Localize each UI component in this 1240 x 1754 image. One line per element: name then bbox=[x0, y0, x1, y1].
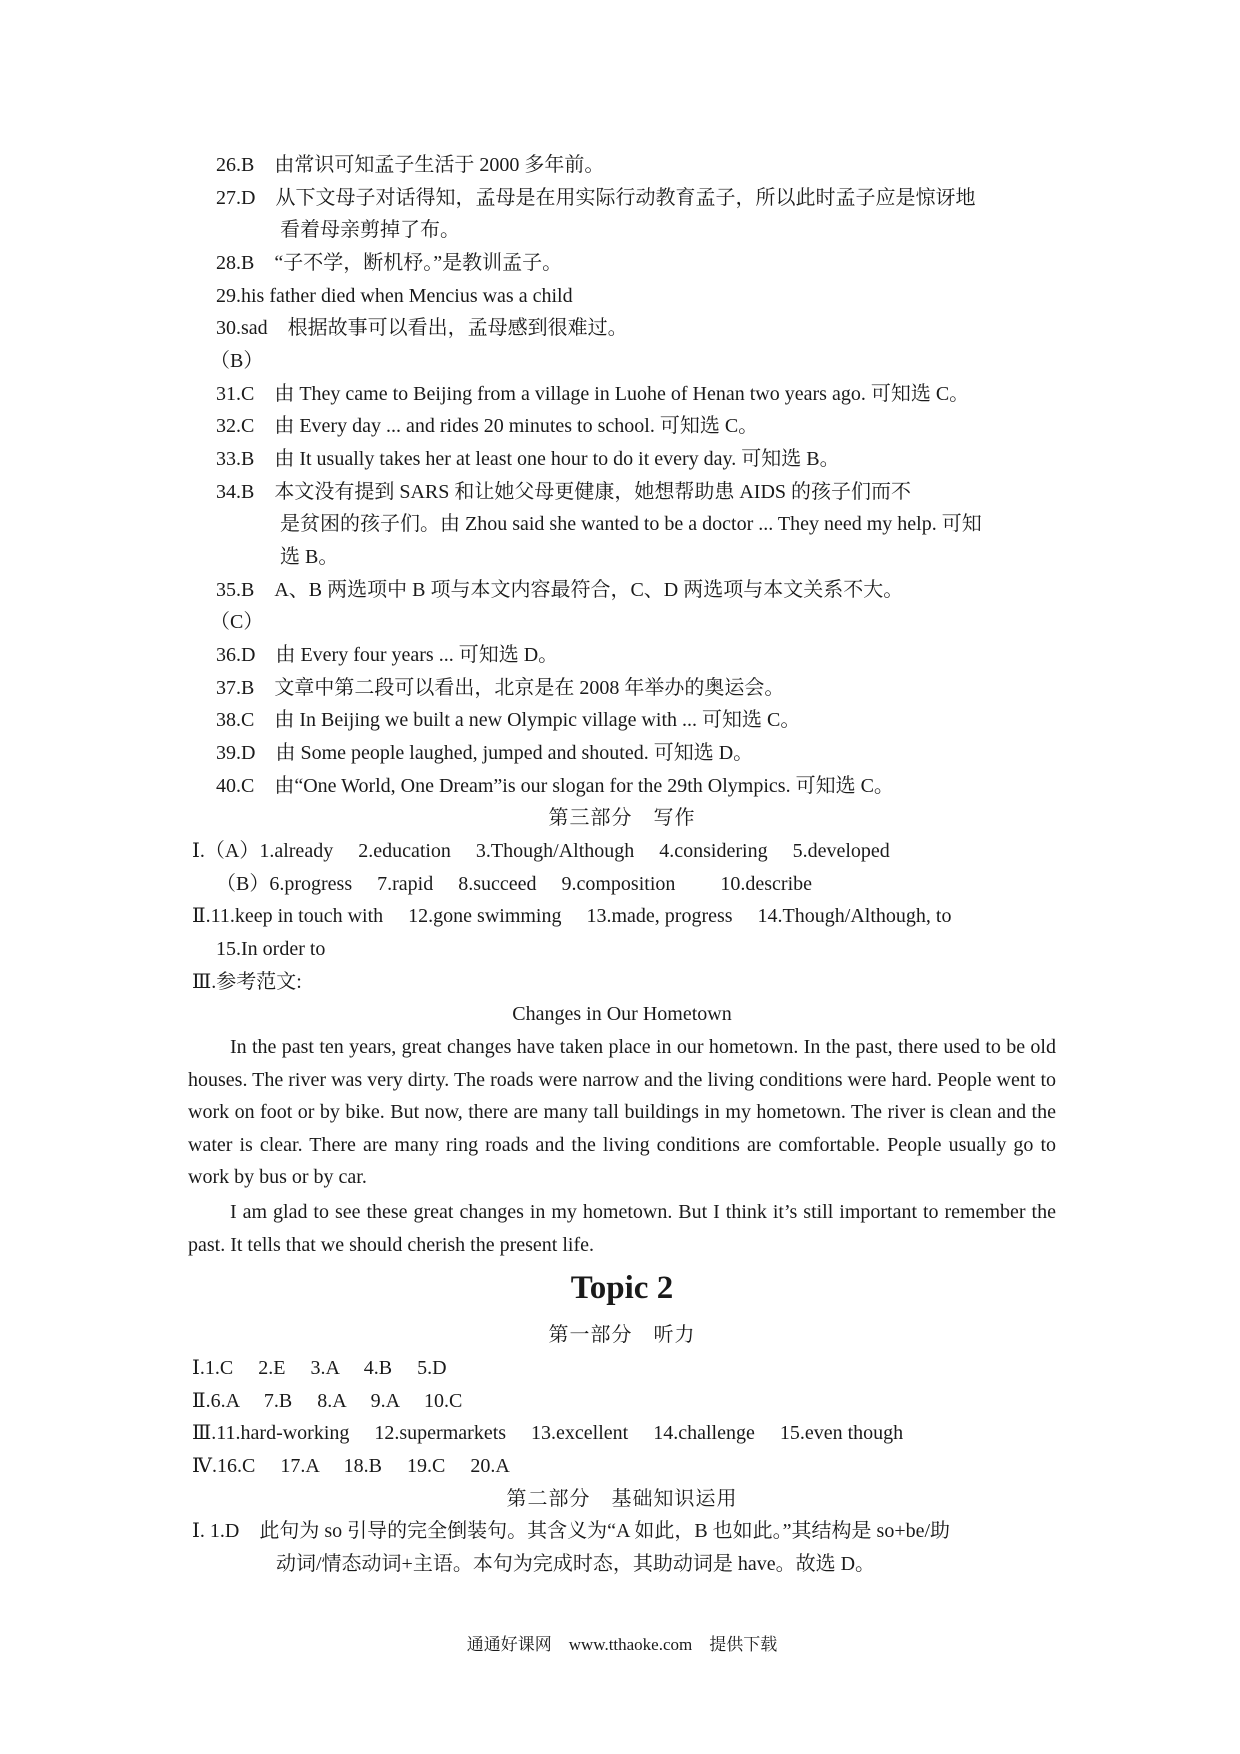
section-title-basics: 第二部分 基础知识运用 bbox=[506, 1488, 738, 1510]
writing-line-4: 15.In order to bbox=[216, 938, 326, 960]
footer-text: 通通好课网 www.tthaoke.com 提供下载 bbox=[466, 1635, 778, 1654]
listening-line-2: Ⅱ.6.A 7.B 8.A 9.A 10.C bbox=[192, 1390, 463, 1412]
writing-line-5: Ⅲ.参考范文: bbox=[192, 971, 302, 993]
section-label-b: （B） bbox=[210, 350, 264, 372]
essay-paragraph-1: In the past ten years, great changes have taken place in our hometown. In the past, there used to be old houses. The river was very dirty. The roads were narrow and the living conditions were hard. People went to work on foot or by bike. But now, there are many tall buildings in my hometown. The river is clean and the water is clear. There are many ring roads and the living conditions are comfortable. People usually go to work by bus or by car. bbox=[188, 1036, 1056, 1188]
answer-31: 31.C 由 They came to Beijing from a village in Luohe of Henan two years ago. 可知选 C。 bbox=[216, 383, 970, 405]
answer-27-cont: 看着母亲剪掉了布。 bbox=[280, 219, 460, 241]
answer-34-cont: 是贫困的孩子们。由 Zhou said she wanted to be a doctor ... They need my help. 可知 bbox=[280, 513, 982, 535]
basics-line-2: 动词/情态动词+主语。本句为完成时态，其助动词是 have。故选 D。 bbox=[276, 1553, 876, 1575]
essay-paragraph-2: I am glad to see these great changes in my hometown. But I think it’s still important to remember the past. It tells that we should cherish the present life. bbox=[188, 1201, 1056, 1256]
answer-37: 37.B 文章中第二段可以看出，北京是在 2008 年举办的奥运会。 bbox=[216, 677, 785, 699]
writing-line-2: （B）6.progress 7.rapid 8.succeed 9.composition 10.describe bbox=[216, 873, 813, 895]
writing-line-3: Ⅱ.11.keep in touch with 12.gone swimming 13.made, progress 14.Though/Although, to bbox=[192, 905, 952, 927]
answer-34: 34.B 本文没有提到 SARS 和让她父母更健康，她想帮助患 AIDS 的孩子们而不 bbox=[216, 481, 912, 503]
answer-38: 38.C 由 In Beijing we built a new Olympic village with ... 可知选 C。 bbox=[216, 709, 801, 731]
answer-26: 26.B 由常识可知孟子生活于 2000 多年前。 bbox=[216, 154, 605, 176]
basics-line-1: Ⅰ. 1.D 此句为 so 引导的完全倒装句。其含义为“A 如此，B 也如此。”其结构是 so+be/助 bbox=[192, 1520, 951, 1542]
answer-35: 35.B A、B 两选项中 B 项与本文内容最符合，C、D 两选项与本文关系不大。 bbox=[216, 579, 904, 601]
answer-32: 32.C 由 Every day ... and rides 20 minutes to school. 可知选 C。 bbox=[216, 415, 759, 437]
answer-28: 28.B “子不学，断机杼。”是教训孟子。 bbox=[216, 252, 563, 274]
answer-33: 33.B 由 It usually takes her at least one hour to do it every day. 可知选 B。 bbox=[216, 448, 840, 470]
topic-title: Topic 2 bbox=[570, 1270, 674, 1306]
answer-39: 39.D 由 Some people laughed, jumped and shouted. 可知选 D。 bbox=[216, 742, 754, 764]
listening-line-4: Ⅳ.16.C 17.A 18.B 19.C 20.A bbox=[192, 1455, 510, 1477]
answer-34-cont2: 选 B。 bbox=[280, 546, 339, 568]
section-title-writing: 第三部分 写作 bbox=[548, 807, 696, 829]
answer-36: 36.D 由 Every four years ... 可知选 D。 bbox=[216, 644, 559, 666]
section-title-listening: 第一部分 听力 bbox=[548, 1324, 696, 1346]
answer-29: 29.his father died when Mencius was a child bbox=[216, 285, 573, 307]
answer-40: 40.C 由“One World, One Dream”is our slogan for the 29th Olympics. 可知选 C。 bbox=[216, 775, 894, 797]
listening-line-3: Ⅲ.11.hard-working 12.supermarkets 13.excellent 14.challenge 15.even though bbox=[192, 1422, 904, 1444]
answer-27: 27.D 从下文母子对话得知，孟母是在用实际行动教育孟子，所以此时孟子应是惊讶地 bbox=[216, 187, 976, 209]
writing-line-1: Ⅰ.（A）1.already 2.education 3.Though/Although 4.considering 5.developed bbox=[192, 840, 890, 862]
section-label-c: （C） bbox=[210, 611, 264, 633]
answer-30: 30.sad 根据故事可以看出，孟母感到很难过。 bbox=[216, 317, 628, 339]
essay-title: Changes in Our Hometown bbox=[512, 1003, 732, 1025]
listening-line-1: Ⅰ.1.C 2.E 3.A 4.B 5.D bbox=[192, 1357, 447, 1379]
